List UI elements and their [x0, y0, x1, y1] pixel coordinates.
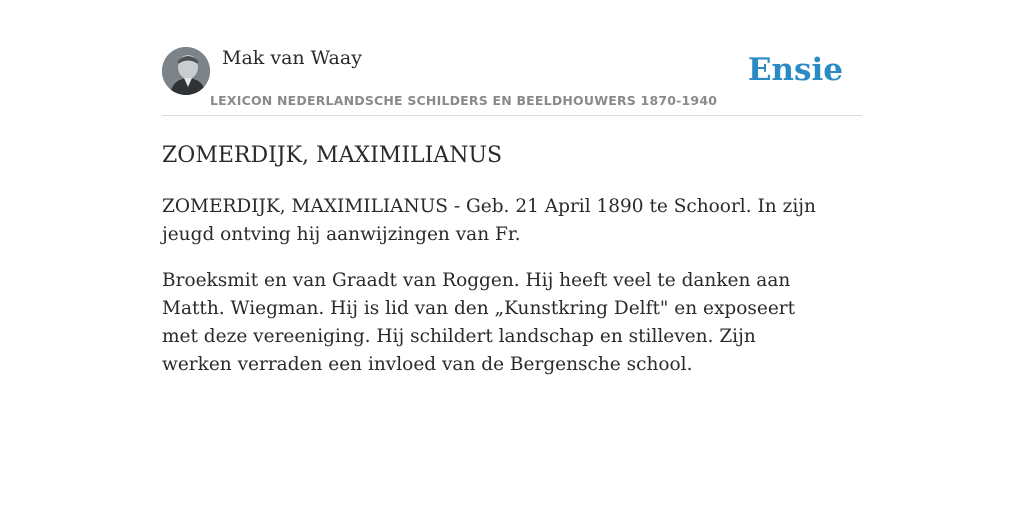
article-title: ZOMERDIJK, MAXIMILIANUS [162, 143, 503, 168]
article-header [162, 46, 862, 116]
source-label[interactable]: LEXICON NEDERLANDSCHE SCHILDERS EN BEELDHOUWERS 1870-1940 [210, 93, 718, 108]
author-name[interactable]: Mak van Waay [222, 47, 362, 69]
article-paragraph: Broeksmit en van Graadt van Roggen. Hij heeft veel te danken aan Matth. Wiegman. Hij is lid van den „Kunstkring Delft" en exposeert met deze vereeniging. Hij schildert landschap en stilleven. Zijn werken verraden een invloed van de Bergensche school. [162, 270, 796, 375]
author-portrait-icon [162, 47, 210, 95]
article-paragraph: ZOMERDIJK, MAXIMILIANUS - Geb. 21 April 1890 te Schoorl. In zijn jeugd ontving hij aanwijzingen van Fr. [162, 196, 816, 245]
article-card [162, 46, 862, 379]
brand-logo[interactable]: Ensie [747, 52, 843, 88]
author-avatar[interactable] [162, 47, 210, 95]
